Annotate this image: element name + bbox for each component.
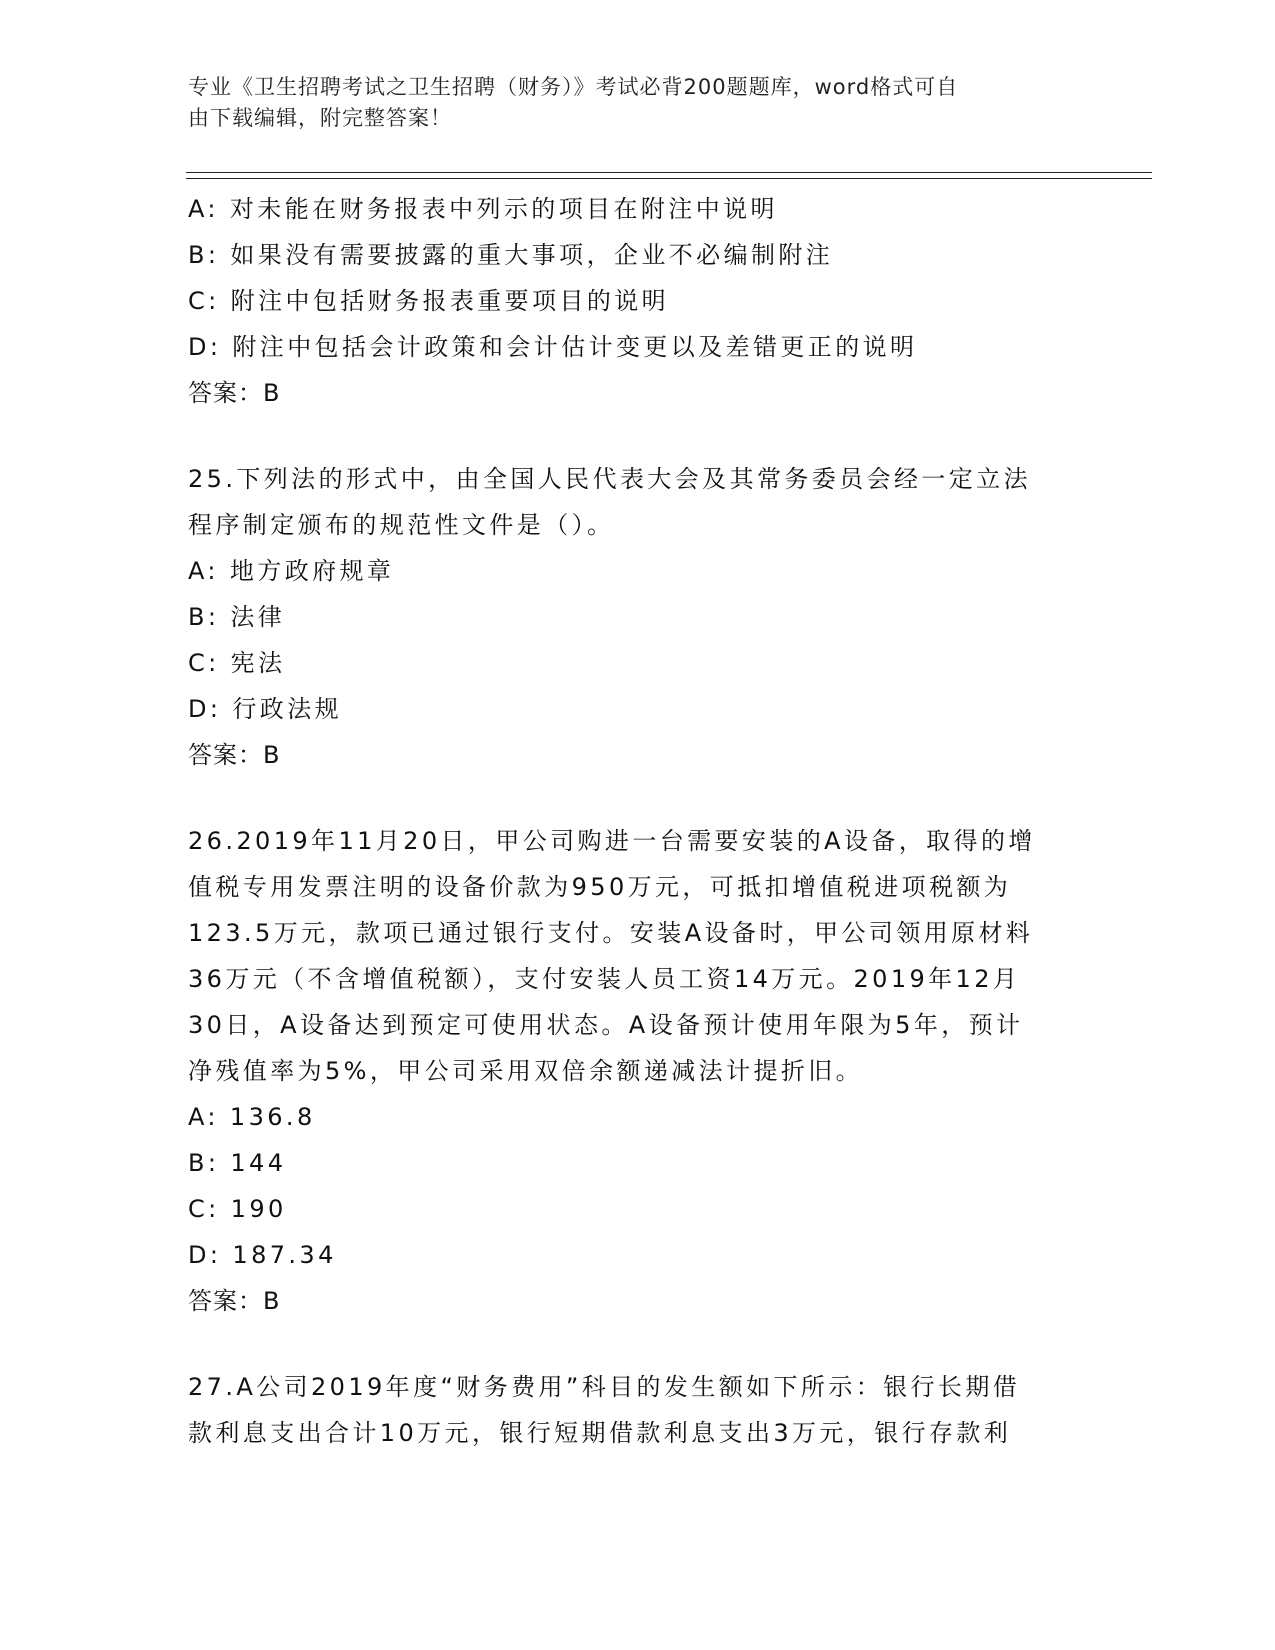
question-stem-line: 27.A公司2019年度“财务费用”科目的发生额如下所示：银行长期借 bbox=[188, 1373, 1021, 1401]
question-stem-line: 款利息支出合计10万元，银行短期借款利息支出3万元，银行存款利 bbox=[188, 1419, 1012, 1447]
option-a: A: 136.8 bbox=[188, 1103, 316, 1131]
question-stem-line: 123.5万元，款项已通过银行支付。安装A设备时，甲公司领用原材料 bbox=[188, 919, 1034, 947]
answer: 答案：B bbox=[188, 379, 281, 407]
question-stem-line: 26.2019年11月20日，甲公司购进一台需要安装的A设备，取得的增 bbox=[188, 827, 1036, 855]
header-line-1: 专业《卫生招聘考试之卫生招聘（财务）》考试必背200题题库，word格式可自 bbox=[188, 75, 959, 99]
question-26 bbox=[188, 818, 1088, 1324]
option-a: A: 地方政府规章 bbox=[188, 557, 395, 585]
header-line-2: 由下载编辑，附完整答案！ bbox=[188, 106, 452, 130]
question-stem-line: 值税专用发票注明的设备价款为950万元，可抵扣增值税进项税额为 bbox=[188, 873, 1012, 901]
question-stem-line: 程序制定颁布的规范性文件是（）。 bbox=[188, 511, 615, 539]
option-c: C: 190 bbox=[188, 1195, 287, 1223]
option-b: B: 如果没有需要披露的重大事项，企业不必编制附注 bbox=[188, 241, 834, 269]
document-header bbox=[188, 72, 1068, 134]
option-b: B: 144 bbox=[188, 1149, 287, 1177]
question-24 bbox=[188, 186, 1088, 416]
question-stem-line: 36万元（不含增值税额），支付安装人员工资14万元。2019年12月 bbox=[188, 965, 1021, 993]
option-b: B: 法律 bbox=[188, 603, 286, 631]
option-d: D: 附注中包括会计政策和会计估计变更以及差错更正的说明 bbox=[188, 333, 918, 361]
option-a: A: 对未能在财务报表中列示的项目在附注中说明 bbox=[188, 195, 778, 223]
option-d: D: 行政法规 bbox=[188, 695, 342, 723]
question-25 bbox=[188, 456, 1088, 778]
answer: 答案：B bbox=[188, 1287, 281, 1315]
option-c: C: 附注中包括财务报表重要项目的说明 bbox=[188, 287, 670, 315]
question-stem-line: 净残值率为5%，甲公司采用双倍余额递减法计提折旧。 bbox=[188, 1057, 864, 1085]
question-stem-line: 25.下列法的形式中，由全国人民代表大会及其常务委员会经一定立法 bbox=[188, 465, 1031, 493]
header-divider-bottom bbox=[186, 178, 1152, 179]
question-27 bbox=[188, 1364, 1088, 1456]
option-c: C: 宪法 bbox=[188, 649, 286, 677]
header-divider-top bbox=[186, 172, 1152, 173]
answer: 答案：B bbox=[188, 741, 281, 769]
document-body bbox=[188, 186, 1088, 1456]
option-d: D: 187.34 bbox=[188, 1241, 337, 1269]
question-stem-line: 30日，A设备达到预定可使用状态。A设备预计使用年限为5年，预计 bbox=[188, 1011, 1024, 1039]
